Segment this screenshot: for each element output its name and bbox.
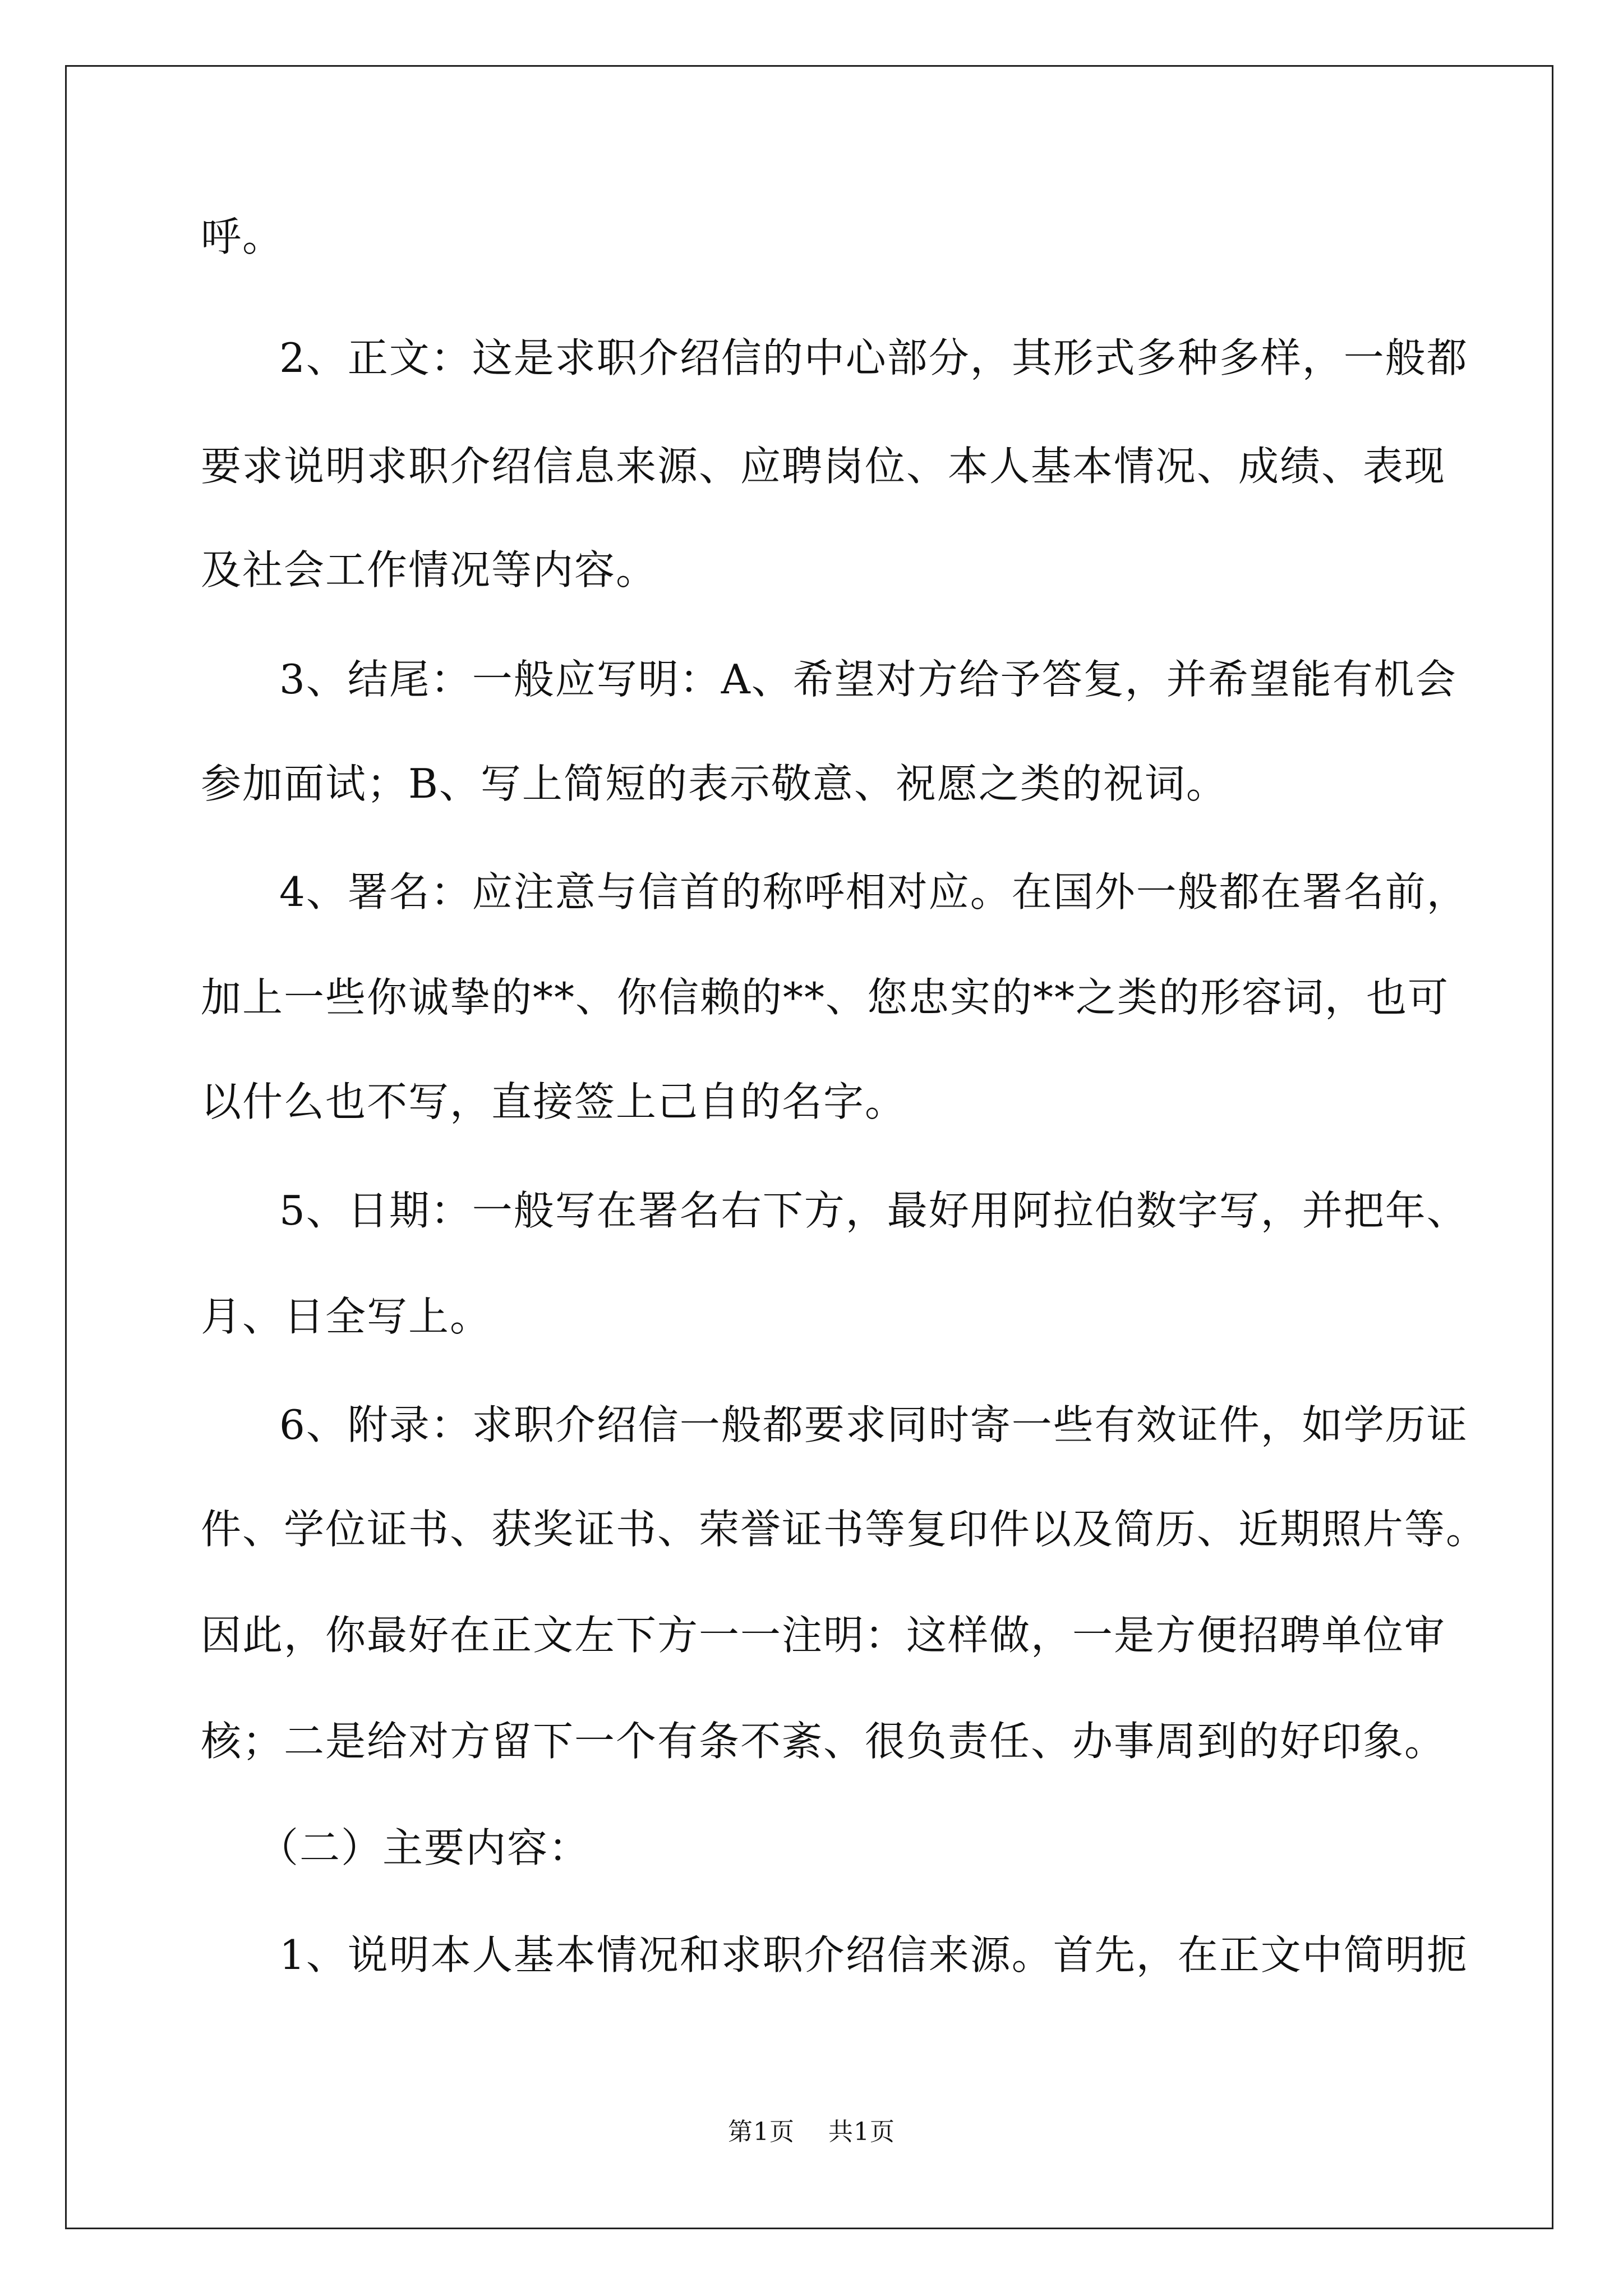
paragraph-line: 核；二是给对方留下一个有条不紊、很负责任、办事周到的好印象。 <box>201 1718 1446 1765</box>
paragraph-line: 件、学位证书、获奖证书、荣誉证书等复印件以及简历、近期照片等。 <box>201 1506 1488 1553</box>
page-border <box>65 65 1553 2229</box>
section-heading: （二）主要内容： <box>258 1824 591 1871</box>
paragraph-line: 以什么也不写，直接签上己自的名字。 <box>201 1078 907 1125</box>
paragraph-line: 加上一些你诚挚的**、你信赖的**、您忠实的**之类的形容词，也可 <box>201 974 1450 1021</box>
paragraph-line: 因此，你最好在正文左下方一一注明：这样做，一是方便招聘单位审 <box>201 1612 1446 1659</box>
paragraph-line: 2、正文：这是求职介绍信的中心部分，其形式多种多样，一般都 <box>279 334 1468 381</box>
paragraph-line: 及社会工作情况等内容。 <box>201 546 658 593</box>
page-footer <box>0 2115 1623 2149</box>
paragraph-line: 3、结尾：一般应写明：A、希望对方给予答复，并希望能有机会 <box>279 656 1457 703</box>
paragraph-line: 6、附录：求职介绍信一般都要求同时寄一些有效证件，如学历证 <box>279 1401 1468 1448</box>
paragraph-line: 参加面试；B、写上简短的表示敬意、祝愿之类的祝词。 <box>201 760 1228 807</box>
paragraph-line: 月、日全写上。 <box>201 1293 492 1340</box>
page-number: 第1页 <box>728 2118 795 2146</box>
paragraph-line: 要求说明求职介绍信息来源、应聘岗位、本人基本情况、成绩、表现 <box>201 443 1446 490</box>
paragraph-line: 1、说明本人基本情况和求职介绍信来源。首先，在正文中简明扼 <box>279 1931 1468 1978</box>
paragraph-line: 5、日期：一般写在署名右下方，最好用阿拉伯数字写，并把年、 <box>279 1187 1468 1234</box>
paragraph-line: 呼。 <box>201 213 284 260</box>
page-total: 共1页 <box>828 2118 895 2146</box>
paragraph-line: 4、署名：应注意与信首的称呼相对应。在国外一般都在署名前， <box>279 868 1468 915</box>
